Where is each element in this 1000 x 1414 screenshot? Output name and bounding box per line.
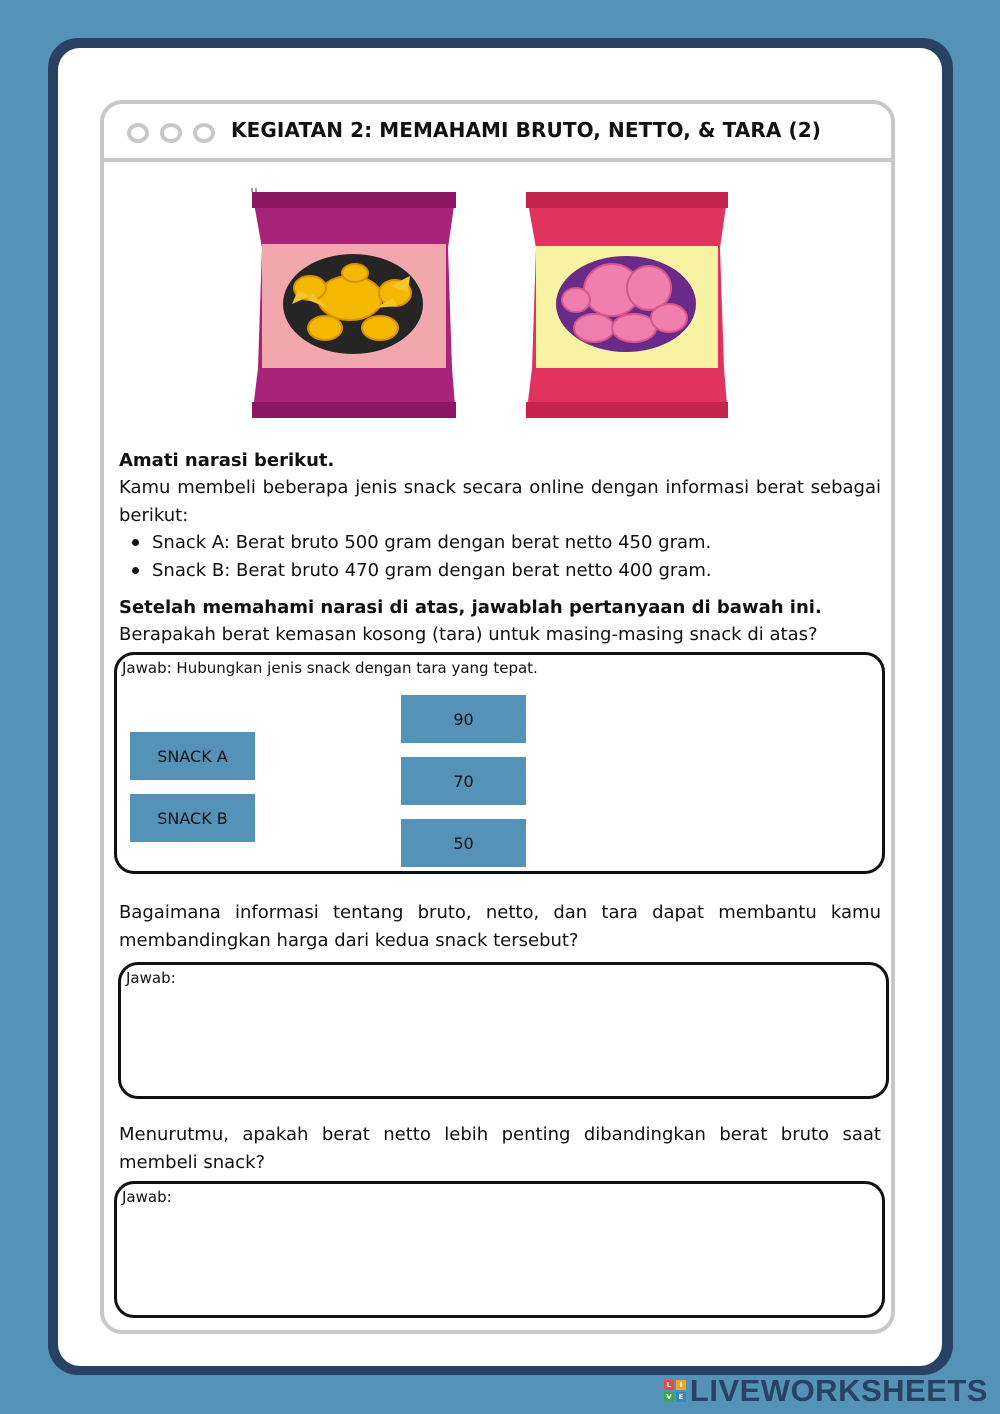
narrative-list bbox=[119, 529, 881, 584]
window-dot-icon bbox=[160, 123, 182, 143]
question2-answer-box[interactable] bbox=[118, 962, 889, 1099]
window-title-bar bbox=[104, 104, 891, 162]
question2-answer-label: Jawab: bbox=[126, 969, 176, 987]
list-item: Snack B: Berat bruto 470 gram dengan berat netto 400 gram. bbox=[152, 557, 881, 585]
match-item-snack-a[interactable]: SNACK A bbox=[130, 732, 255, 780]
question3-prompt: Menurutmu, apakah berat netto lebih penting dibandingkan berat bruto saat membeli snack? bbox=[119, 1124, 881, 1173]
window-dot-icon bbox=[193, 123, 215, 143]
question1-instruction: Setelah memahami narasi di atas, jawablah pertanyaan di bawah ini. bbox=[119, 597, 822, 618]
question1-answer-label: Jawab: Hubungkan jenis snack dengan tara yang tepat. bbox=[122, 659, 538, 677]
snack-b-bag-illustration bbox=[524, 188, 730, 422]
match-option-90[interactable]: 90 bbox=[401, 695, 526, 743]
question2-prompt: Bagaimana informasi tentang bruto, netto, dan tara dapat membantu kamu membandingkan harga dari kedua snack tersebut? bbox=[119, 902, 881, 951]
window-dot-icon bbox=[127, 123, 149, 143]
liveworksheets-logo[interactable] bbox=[664, 1374, 988, 1408]
match-option-50[interactable]: 50 bbox=[401, 819, 526, 867]
question3-answer-box[interactable] bbox=[114, 1181, 885, 1318]
page-title: KEGIATAN 2: MEMAHAMI BRUTO, NETTO, & TARA (2) bbox=[231, 118, 821, 142]
match-option-70[interactable]: 70 bbox=[401, 757, 526, 805]
brand-name: LIVEWORKSHEETS bbox=[689, 1373, 988, 1408]
brand-grid-icon: L I V E bbox=[664, 1380, 686, 1402]
question3-answer-label: Jawab: bbox=[122, 1188, 172, 1206]
match-item-snack-b[interactable]: SNACK B bbox=[130, 794, 255, 842]
narrative-intro: Kamu membeli beberapa jenis snack secara online dengan informasi berat sebagai berikut: bbox=[119, 477, 881, 526]
narrative-heading: Amati narasi berikut. bbox=[119, 450, 335, 471]
question1-prompt: Berapakah berat kemasan kosong (tara) untuk masing-masing snack di atas? bbox=[119, 624, 818, 645]
question1-answer-box bbox=[114, 652, 885, 874]
list-item: Snack A: Berat bruto 500 gram dengan berat netto 450 gram. bbox=[152, 529, 881, 557]
snack-a-bag-illustration bbox=[250, 188, 458, 422]
